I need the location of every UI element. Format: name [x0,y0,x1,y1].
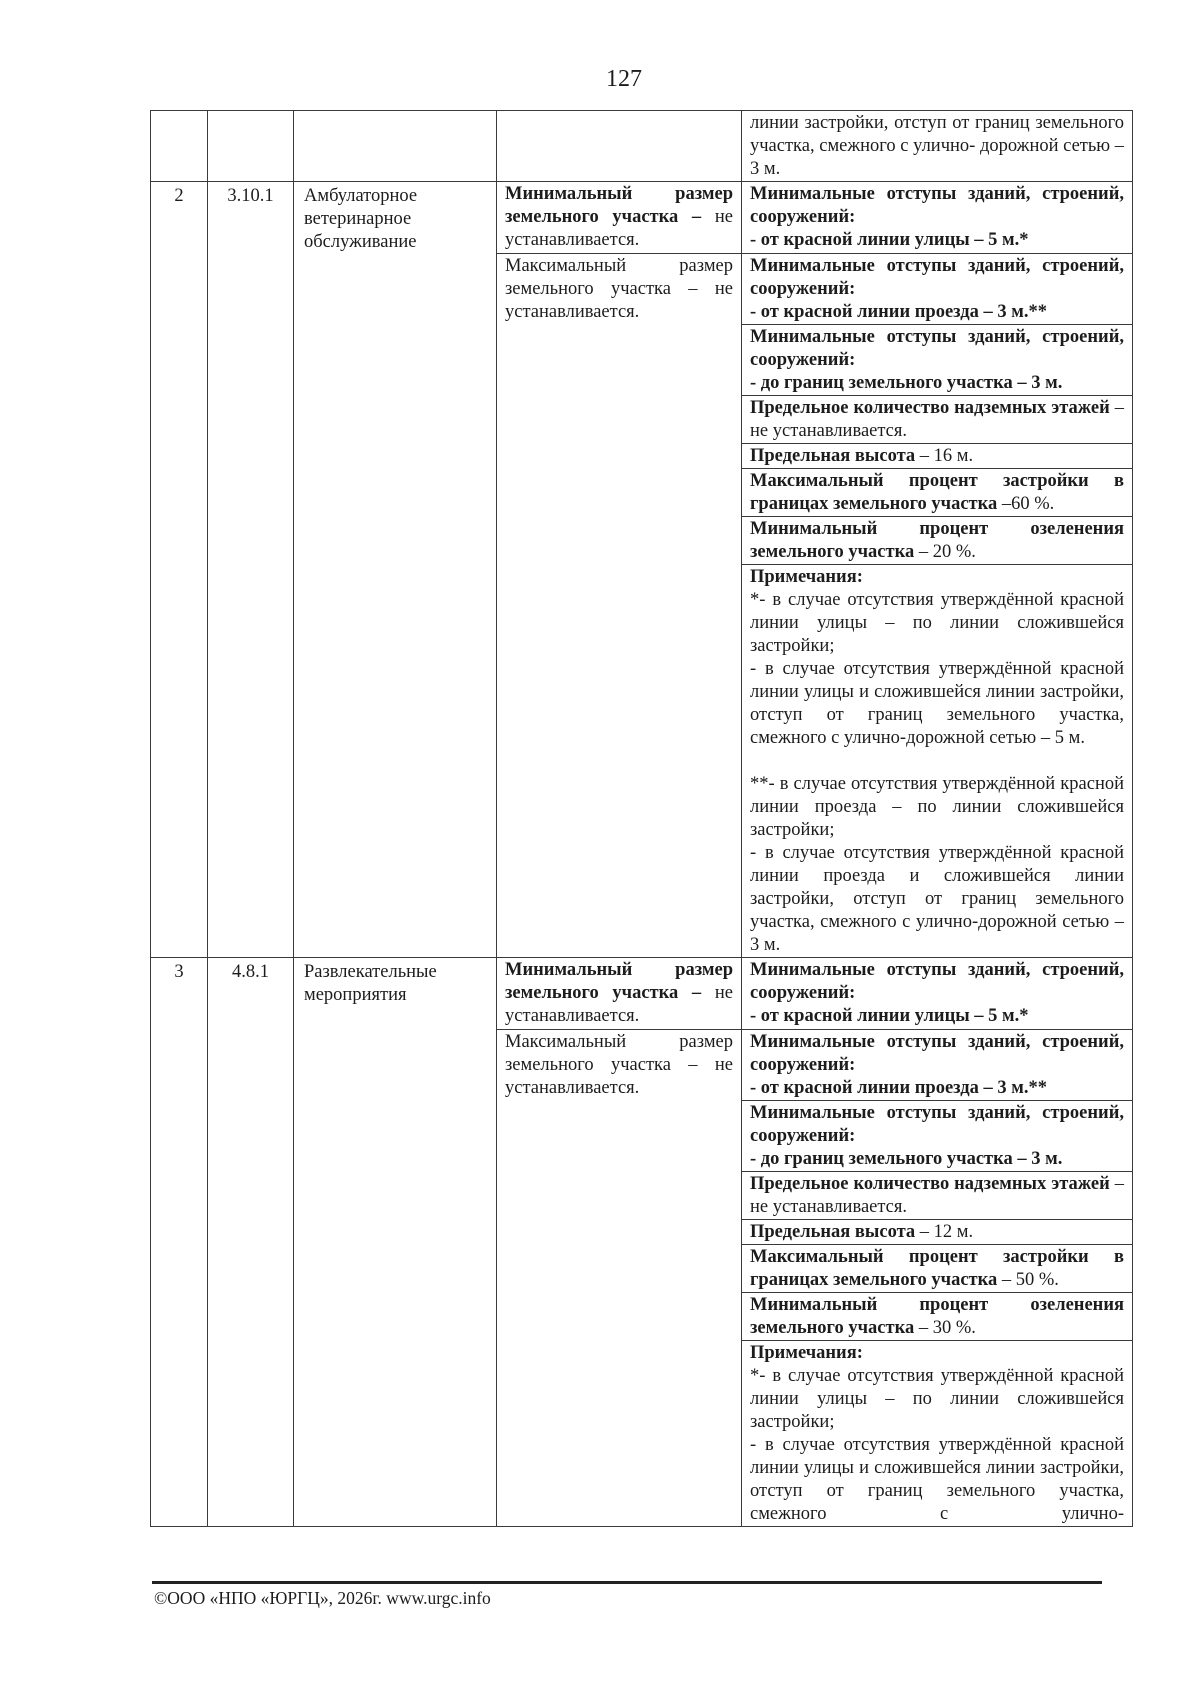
table-row [151,182,1133,254]
regulations-table [150,110,1133,1527]
param-cell: Предельное количество надземных этажей – не устанавливается. [742,396,1133,444]
footer-copyright: ©ООО «НПО «ЮРГЦ», 2026г. www.urgc.info [154,1588,491,1608]
row-name: Развлекательные мероприятия [294,958,497,1527]
param-cell: Минимальный процент озеленения земельного участка – 20 %. [742,517,1133,565]
cell-code [208,111,294,182]
param-cell: Минимальные отступы зданий, строений, сооружений: - до границ земельного участка – 3 м. [742,325,1133,396]
row-code: 3.10.1 [208,182,294,958]
param-cell: Предельная высота – 16 м. [742,444,1133,469]
note-paragraph: - в случае отсутствия утверждённой красной линии улицы и сложившейся линии застройки, отступ от границ земельного участка, смежного с улично- [750,1435,1124,1524]
note-paragraph: - в случае отсутствия утверждённой красной линии проезда и сложившейся линии застройки, отступ от границ земельного участка, смежного с улично-дорожной сетью – 3 м. [750,843,1124,955]
param-cell: Минимальные отступы зданий, строений, сооружений: - от красной линии проезда – 3 м.** [742,254,1133,325]
cell-name [294,111,497,182]
notes-title: Примечания: [750,567,863,587]
note-paragraph: *- в случае отсутствия утверждённой красной линии улицы – по линии сложившейся застройки; [750,590,1124,656]
param-cell: Максимальный процент застройки в границах земельного участка – 50 %. [742,1245,1133,1293]
page-number: 127 [606,66,642,92]
table-row-continuation [151,111,1133,182]
param-cell: Минимальные отступы зданий, строений, сооружений: - до границ земельного участка – 3 м. [742,1101,1133,1172]
notes-title: Примечания: [750,1343,863,1363]
max-size-cell: Максимальный размер земельного участка – не устанавливается. [497,254,742,958]
cell-size [497,111,742,182]
param-cell: Минимальный процент озеленения земельного участка – 30 %. [742,1293,1133,1341]
param-cell: Максимальный процент застройки в границах земельного участка –60 %. [742,469,1133,517]
note-paragraph: *- в случае отсутствия утверждённой красной линии улицы – по линии сложившейся застройки; [750,1366,1124,1432]
param-cell: Минимальные отступы зданий, строений, сооружений: - от красной линии улицы – 5 м.* [742,958,1133,1030]
row-number: 3 [151,958,208,1527]
min-size-cell: Минимальный размер земельного участка – не устанавливается. [497,182,742,254]
note-paragraph: - в случае отсутствия утверждённой красной линии улицы и сложившейся линии застройки, отступ от границ земельного участка, смежного с улично-дорожной сетью – 5 м. [750,659,1124,748]
row-code: 4.8.1 [208,958,294,1527]
param-cell: Минимальные отступы зданий, строений, сооружений: - от красной линии улицы – 5 м.* [742,182,1133,254]
row-number: 2 [151,182,208,958]
notes-cell [742,1341,1133,1527]
footer-divider [152,1581,1102,1584]
table-row [151,958,1133,1030]
continuation-text: линии застройки, отступ от границ земельного участка, смежного с улично- дорожной сетью – 3 м. [742,111,1133,182]
param-cell: Предельное количество надземных этажей – не устанавливается. [742,1172,1133,1220]
cell-num [151,111,208,182]
row-name: Амбулаторное ветеринарное обслуживание [294,182,497,958]
param-cell: Минимальные отступы зданий, строений, сооружений: - от красной линии проезда – 3 м.** [742,1030,1133,1101]
max-size-cell: Максимальный размер земельного участка – не устанавливается. [497,1030,742,1527]
param-cell: Предельная высота – 12 м. [742,1220,1133,1245]
min-size-cell: Минимальный размер земельного участка – не устанавливается. [497,958,742,1030]
notes-cell [742,565,1133,958]
note-paragraph: **- в случае отсутствия утверждённой красной линии проезда – по линии сложившейся застройки; [750,774,1124,840]
